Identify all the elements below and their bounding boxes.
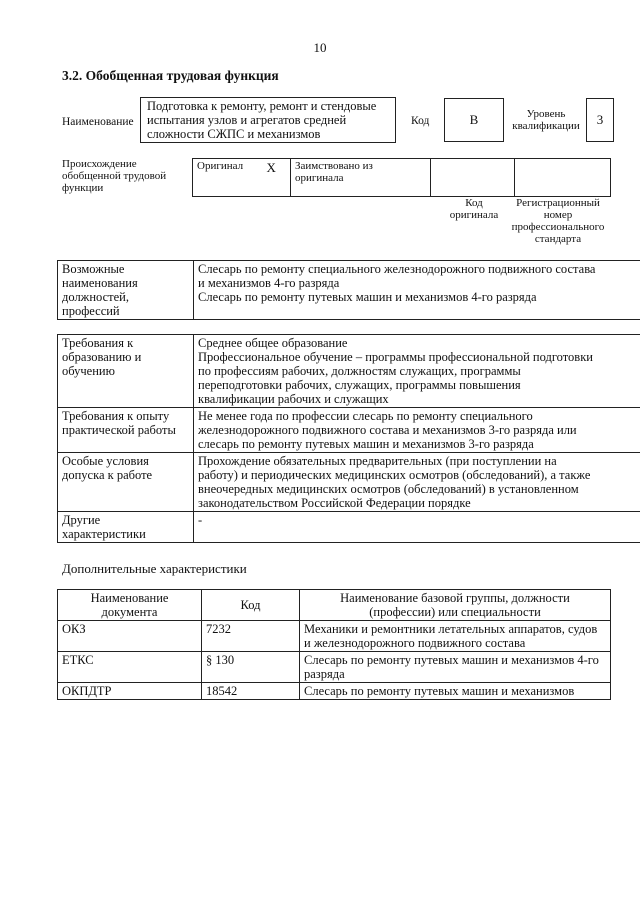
requirement-label	[58, 408, 194, 453]
code-original-cell	[431, 159, 515, 197]
additional-table	[57, 589, 611, 700]
requirement-value	[194, 453, 640, 512]
positions-label	[58, 261, 194, 320]
name-cell	[300, 652, 611, 683]
qualification-level-box	[586, 98, 614, 142]
code-cell: 18542	[202, 683, 300, 700]
table-row	[58, 652, 611, 683]
code-value: B	[469, 112, 479, 127]
requirement-value-line: переподготовки рабочих, служащих, программы повышения	[198, 378, 521, 392]
function-name-box	[140, 97, 396, 143]
positions-value-line: и механизмов 4-го разряда	[198, 276, 340, 290]
borrowed-label-line: Заимствовано из	[295, 160, 373, 172]
requirement-label	[58, 335, 194, 408]
borrowed-cell	[291, 159, 431, 197]
qualification-level-label	[510, 108, 582, 132]
function-name-line: испытания узлов и агрегатов средней	[147, 113, 347, 127]
origin-label	[62, 158, 166, 194]
requirement-label-line: образованию и	[62, 350, 142, 364]
positions-label-line: Возможные	[62, 262, 125, 276]
function-name-line: сложности СЖПС и механизмов	[147, 127, 321, 141]
table-row	[58, 683, 611, 700]
requirement-value-line: Профессиональное обучение – программы профессиональной подготовки	[198, 350, 593, 364]
borrowed-label-line: оригинала	[295, 172, 344, 184]
requirement-value-line: Прохождение обязательных предварительных (при поступлении на	[198, 454, 557, 468]
name-cell-line: Слесарь по ремонту путевых машин и механизмов	[304, 684, 575, 698]
function-name-line: Подготовка к ремонту, ремонт и стендовые	[147, 99, 377, 113]
origin-table	[192, 158, 611, 197]
origin-label-line: функции	[62, 182, 104, 194]
origin-label-line: Происхождение	[62, 158, 137, 170]
name-cell-line: и железнодорожного подвижного состава	[304, 636, 526, 650]
positions-row	[58, 261, 640, 320]
requirements-row-education	[58, 335, 640, 408]
name-cell-line: Механики и ремонтники летательных аппаратов, судов	[304, 622, 598, 636]
page-number: 10	[313, 40, 327, 55]
requirement-label-line: Особые условия	[62, 454, 149, 468]
name-cell	[300, 683, 611, 700]
table-row	[58, 621, 611, 652]
code-original-line: оригинала	[449, 209, 499, 221]
reg-number-line: номер	[543, 209, 573, 221]
doc-cell: ЕТКС	[58, 652, 202, 683]
level-label-line: квалификации	[512, 120, 580, 132]
reg-number-line: Регистрационный	[516, 197, 600, 209]
code-cell: § 130	[202, 652, 300, 683]
code-cell: 7232	[202, 621, 300, 652]
requirement-value-line: законодательством Российской Федерации порядке	[198, 496, 471, 510]
positions-label-line: наименования	[62, 276, 138, 290]
header-document-line: Наименование	[90, 591, 169, 605]
requirement-value-line: Среднее общее образование	[198, 336, 348, 350]
original-mark-cell	[253, 159, 291, 197]
requirement-value-line: работу) и периодических медицинских осмотров (обследований), а также	[198, 468, 591, 482]
requirement-label-line: практической работы	[62, 423, 176, 437]
origin-label-line: обобщенной трудовой	[62, 170, 167, 182]
requirement-value-line: внеочередных медицинских осмотров (обследований) в установленном	[198, 482, 579, 496]
positions-value	[194, 261, 640, 320]
header-group	[300, 590, 611, 621]
reg-number-line: стандарта	[534, 233, 582, 245]
reg-number-caption	[510, 197, 606, 245]
requirement-value-line: слесарь по ремонту путевых машин и механизмов 3-го разряда	[198, 437, 534, 451]
requirements-row-admission	[58, 453, 640, 512]
requirements-table	[57, 334, 640, 543]
requirement-value	[194, 335, 640, 408]
code-label: Код	[411, 115, 430, 127]
code-value-box	[444, 98, 504, 142]
positions-label-line: профессий	[62, 304, 120, 318]
doc-cell: ОКПДТР	[58, 683, 202, 700]
naming-label: Наименование	[62, 116, 134, 128]
header-document-line: документа	[101, 605, 158, 619]
original-cell	[193, 159, 253, 197]
requirements-row-experience	[58, 408, 640, 453]
requirement-label-line: обучению	[62, 364, 115, 378]
requirement-value-line: квалификации рабочих и служащих	[198, 392, 389, 406]
reg-number-line: профессионального	[511, 221, 605, 233]
reg-number-cell	[515, 159, 611, 197]
original-mark: X	[266, 160, 276, 175]
header-group-line: (профессии) или специальности	[369, 605, 541, 619]
name-cell-line: разряда	[304, 667, 345, 681]
requirement-label-line: Требования к опыту	[62, 409, 170, 423]
requirement-label-line: Требования к	[62, 336, 134, 350]
requirements-row-other	[58, 512, 640, 543]
header-document	[58, 590, 202, 621]
requirement-label-line: характеристики	[62, 527, 146, 541]
requirement-label-line: допуска к работе	[62, 468, 153, 482]
requirement-label-line: Другие	[62, 513, 101, 527]
header-group-line: Наименование базовой группы, должности	[340, 591, 570, 605]
additional-header-row	[58, 590, 611, 621]
section-title: 3.2. Обобщенная трудовая функция	[62, 68, 279, 83]
positions-label-line: должностей,	[62, 290, 129, 304]
code-original-caption	[432, 197, 516, 221]
requirement-value-line: по профессиям рабочих, должностям служащих, программы	[198, 364, 521, 378]
positions-value-line: Слесарь по ремонту путевых машин и механизмов 4-го разряда	[198, 290, 537, 304]
level-label-line: Уровень	[526, 108, 566, 120]
doc-cell: ОКЗ	[58, 621, 202, 652]
original-label: Оригинал	[197, 160, 244, 172]
qualification-level-value: 3	[596, 112, 604, 127]
name-cell	[300, 621, 611, 652]
positions-value-line: Слесарь по ремонту специального железнодорожного подвижного состава	[198, 262, 596, 276]
requirement-value-line: Не менее года по профессии слесарь по ремонту специального	[198, 409, 533, 423]
requirement-value-line: -	[198, 513, 203, 527]
positions-table	[57, 260, 640, 320]
requirement-value	[194, 512, 640, 543]
header-code: Код	[202, 590, 300, 621]
code-original-line: Код	[465, 197, 483, 209]
requirement-label	[58, 512, 194, 543]
requirement-value	[194, 408, 640, 453]
requirement-value-line: железнодорожного подвижного состава и механизмов 3-го разряда или	[198, 423, 577, 437]
name-cell-line: Слесарь по ремонту путевых машин и механизмов 4-го	[304, 653, 599, 667]
requirement-label	[58, 453, 194, 512]
additional-title: Дополнительные характеристики	[62, 561, 247, 576]
